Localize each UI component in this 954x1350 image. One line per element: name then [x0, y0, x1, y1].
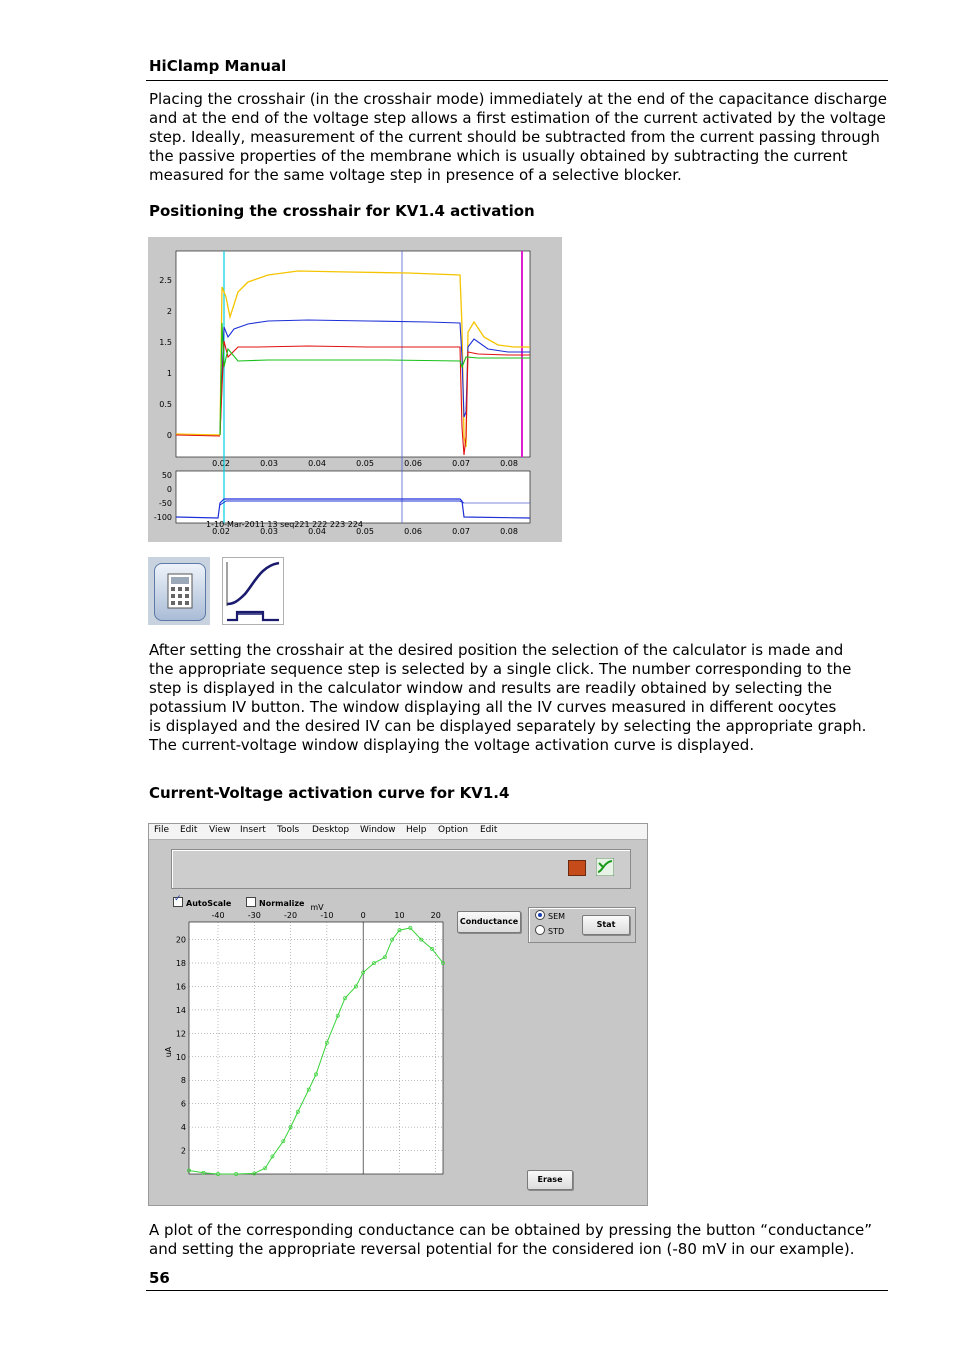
- sem-radio[interactable]: [535, 910, 565, 921]
- calculator-icon: [154, 563, 206, 621]
- potassium-iv-button[interactable]: [222, 557, 284, 625]
- tick-label: 1.5: [159, 338, 172, 347]
- x-tick-label: 0: [360, 911, 366, 920]
- sem-label: SEM: [548, 912, 566, 921]
- tick-label: 0.03: [260, 459, 278, 468]
- autoscale-label: AutoScale: [186, 899, 232, 908]
- potassium-iv-icon: [223, 558, 283, 624]
- section-heading-crosshair: Positioning the crosshair for KV1.4 activation: [149, 202, 535, 220]
- text-line: A plot of the corresponding conductance can be obtained by pressing the button “conductance”: [149, 1221, 873, 1239]
- voltage-yticks: [154, 471, 172, 522]
- menu-desktop[interactable]: Desktop: [312, 825, 350, 835]
- text-line: measured for the same voltage step in presence of a selective blocker.: [149, 166, 682, 184]
- y-tick-label: 12: [175, 1029, 186, 1039]
- header-rule: [146, 80, 888, 81]
- current-xticks: [212, 459, 518, 468]
- iv-window: [148, 823, 648, 1206]
- x-tick-label: -40: [211, 911, 225, 920]
- tick-label: 0.03: [260, 527, 278, 536]
- current-yticks: [159, 276, 172, 440]
- page-number: 56: [149, 1269, 170, 1287]
- text-line: potassium IV button. The window displaying all the IV curves measured in different oocytes: [149, 698, 837, 716]
- tick-label: 0.07: [452, 459, 470, 468]
- y-tick-label: 18: [175, 959, 186, 969]
- erase-button[interactable]: Erase: [527, 1170, 573, 1190]
- y-tick-label: 14: [175, 1005, 186, 1015]
- tick-label: -50: [158, 499, 172, 508]
- traces-svg: [148, 237, 562, 542]
- menu-option[interactable]: Option: [438, 825, 469, 835]
- text-line: and setting the appropriate reversal potential for the considered ion (-80 mV in our example).: [149, 1240, 855, 1258]
- footer-rule: [146, 1290, 888, 1291]
- text-line: step is displayed in the calculator window and results are readily obtained by selecting the: [149, 679, 833, 697]
- tick-label: 0: [166, 485, 172, 494]
- text-line: step. Ideally, measurement of the current should be subtracted from the current passing through: [149, 128, 880, 146]
- std-label: STD: [548, 927, 565, 936]
- tick-label: 0.06: [404, 527, 422, 536]
- tick-label: 0.02: [212, 459, 230, 468]
- tick-label: 0.05: [356, 527, 374, 536]
- menu-tools[interactable]: Tools: [277, 825, 300, 835]
- tick-label: 0.04: [308, 459, 326, 468]
- y-tick-label: 10: [175, 1052, 186, 1062]
- export-icon[interactable]: [568, 860, 586, 876]
- menu-file[interactable]: File: [154, 825, 170, 835]
- text-line: and at the end of the voltage step allows a first estimation of the current activated by the voltage: [149, 109, 886, 127]
- text-line: the appropriate sequence step is selected by a single click. The number corresponding to the: [149, 660, 852, 678]
- menu-help[interactable]: Help: [406, 825, 427, 835]
- x-axis-label: mV: [310, 903, 324, 912]
- std-radio[interactable]: [535, 925, 564, 936]
- conductance-button[interactable]: Conductance: [457, 911, 521, 933]
- tick-label: -100: [153, 513, 172, 522]
- x-tick-label: -20: [284, 911, 298, 920]
- menu-edit-2[interactable]: Edit: [480, 825, 498, 835]
- iv-chart: [159, 902, 459, 1182]
- tick-label: 2: [166, 307, 172, 316]
- tick-label: 0.08: [500, 459, 518, 468]
- menu-edit[interactable]: Edit: [180, 825, 198, 835]
- y-tick-label: 20: [175, 935, 186, 945]
- voltage-annotation: 1-10-Mar-2011 13 seq221 222 223 224: [206, 520, 364, 529]
- tick-label: 0.02: [212, 527, 230, 536]
- iv-plot-area: [189, 922, 443, 1174]
- menu-insert[interactable]: Insert: [240, 825, 266, 835]
- middle-paragraph: [149, 641, 889, 755]
- y-axis-label: uA: [164, 1046, 173, 1058]
- menu-view[interactable]: View: [209, 825, 231, 835]
- closing-paragraph: [149, 1221, 889, 1259]
- y-tick-label: 8: [180, 1076, 186, 1086]
- tick-label: 0.07: [452, 527, 470, 536]
- tick-label: 0.06: [404, 459, 422, 468]
- tick-label: 0.04: [308, 527, 326, 536]
- intro-paragraph: [149, 90, 889, 185]
- tick-label: 0: [166, 431, 172, 440]
- voltage-plot-area: [176, 471, 530, 523]
- x-tick-label: -30: [247, 911, 261, 920]
- text-line: After setting the crosshair at the desired position the selection of the calculator is made and: [149, 641, 844, 659]
- menu-window[interactable]: Window: [360, 825, 396, 835]
- tick-label: 0.5: [159, 400, 172, 409]
- calculator-button[interactable]: [148, 557, 210, 625]
- x-tick-label: 20: [430, 911, 441, 920]
- tick-label: 0.05: [356, 459, 374, 468]
- y-tick-label: 16: [175, 982, 186, 992]
- radio-selected-icon: [535, 910, 545, 920]
- tick-label: 2.5: [159, 276, 172, 285]
- tick-label: 0.08: [500, 527, 518, 536]
- y-tick-label: 4: [180, 1123, 186, 1133]
- tick-label: 1: [166, 369, 172, 378]
- x-tick-label: -10: [320, 911, 334, 920]
- normalize-label: Normalize: [259, 899, 305, 908]
- header-title: HiClamp Manual: [149, 57, 287, 75]
- curve-fit-icon[interactable]: [596, 858, 614, 876]
- x-tick-label: 10: [394, 911, 405, 920]
- text-line: The current-voltage window displaying the voltage activation curve is displayed.: [149, 736, 755, 754]
- menu-bar: [149, 824, 647, 840]
- text-line: Placing the crosshair (in the crosshair mode) immediately at the end of the capacitance discharge: [149, 90, 888, 108]
- tick-label: 50: [161, 471, 172, 480]
- crosshair-figure: [148, 237, 562, 542]
- text-line: the passive properties of the membrane which is usually obtained by subtracting the current: [149, 147, 848, 165]
- section-heading-iv: Current-Voltage activation curve for KV1.4: [149, 784, 510, 802]
- y-tick-label: 2: [180, 1146, 186, 1156]
- top-panel: [171, 849, 631, 889]
- radio-empty-icon: [535, 925, 545, 935]
- text-line: is displayed and the desired IV can be displayed separately by selecting the appropriate graph.: [149, 717, 867, 735]
- stat-button[interactable]: Stat: [582, 915, 630, 935]
- y-tick-label: 6: [180, 1099, 186, 1109]
